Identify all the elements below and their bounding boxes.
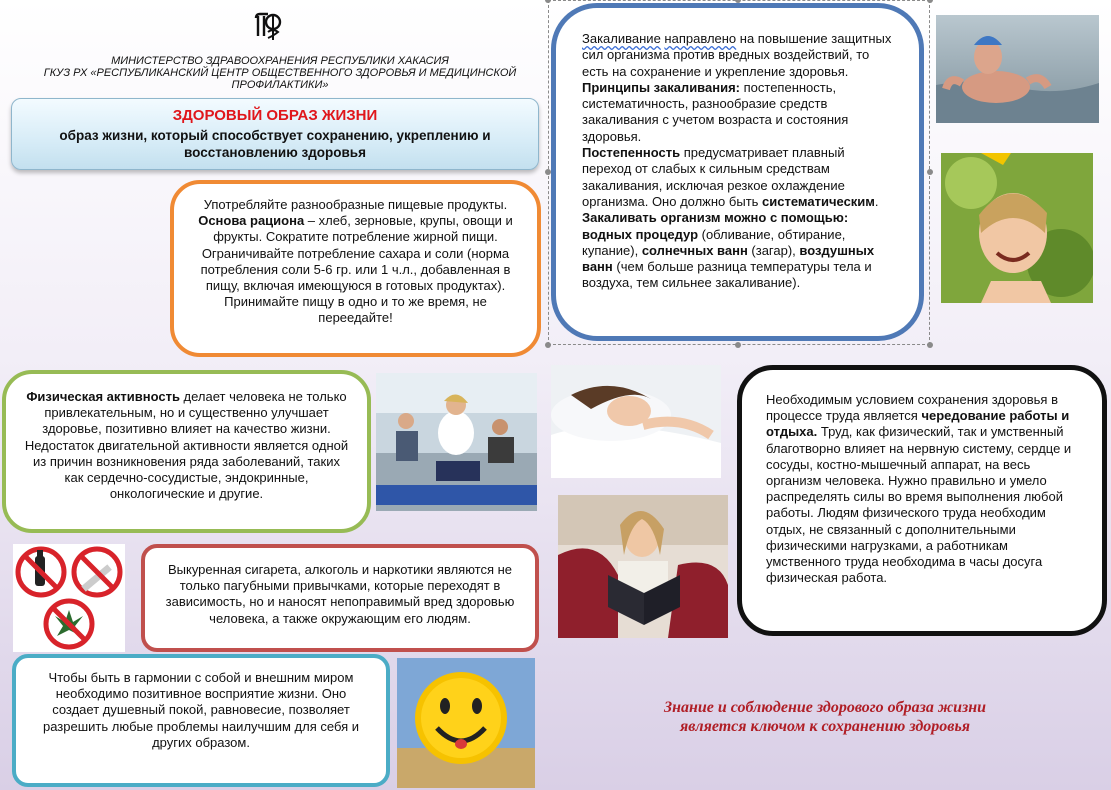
nutrition-text-1: Употребляйте разнообразные пищевые продукты. xyxy=(203,197,508,212)
page-subtitle: образ жизни, который способствует сохранению, укреплению и восстановлению здоровья xyxy=(59,128,491,160)
physical-text-1: делает человека не только привлекательным, но и существенно улучшает здоровье, позитивно влияет на качество жизни. Недостаток двигательной активности является одной из причин возникновения ряда заболеваний, таких как сердечно-сосудистые, эндокринные, онкологические и другие. xyxy=(24,389,349,502)
closing-line-2: является ключом к сохранению здоровья xyxy=(680,718,970,735)
resize-handle[interactable] xyxy=(735,342,741,348)
hardening-bold-6: солнечных ванн xyxy=(641,242,748,258)
hardening-bold-2: Принципы закаливания: xyxy=(582,79,740,95)
prohibition-signs xyxy=(13,544,125,652)
hardening-box[interactable] xyxy=(551,3,924,341)
child-dousing-photo xyxy=(941,153,1093,303)
medical-emblem-icon xyxy=(250,10,284,44)
no-drugs-icon xyxy=(46,601,92,647)
smiley-sun-photo xyxy=(397,658,535,788)
hardening-text-5: (обливание, обтирание, купание), xyxy=(582,226,846,258)
positive-attitude-text: Чтобы быть в гармонии с собой и внешним миром необходимо позитивное восприятие жизни. Оно создает душевный покой, равновесие, позволяет разрешить любые проблемы наилучшим для себя и других образом. xyxy=(42,670,360,750)
ministry-line-1: МИНИСТЕРСТВО ЗДРАВООХРАНЕНИЯ РЕСПУБЛИКИ ХАКАСИЯ xyxy=(111,55,449,67)
closing-line-1: Знание и соблюдение здорового образа жизни xyxy=(663,699,987,716)
ministry-header xyxy=(20,55,540,91)
nutrition-text-2: – хлеб, зерновые, крупы, овощи и фрукты. Сократите потребление жирной пищи. Ограничивайте потребление сахара и соли (норма потребления соли 5-6 гр. или 1 ч.л., добавленная в пищу, включая имеющуюся в готовых продуктах). Принимайте пищу в одно и то же время, не переедайте! xyxy=(200,213,513,326)
hardening-text-1: на повышение защитных сил организма против вредных воздействий, то есть на сохранение и укрепление здоровья. xyxy=(582,31,892,79)
hardening-text-4: . xyxy=(874,193,879,209)
hardening-text-2: постепенность, систематичность, разнообразие средств закаливания с учетом возраста и состояния здоровья. xyxy=(582,79,849,144)
sleeping-woman-photo xyxy=(551,365,721,478)
positive-attitude-box xyxy=(12,654,390,787)
reading-woman-photo xyxy=(558,495,728,638)
resize-handle[interactable] xyxy=(545,342,551,348)
page-title: ЗДОРОВЫЙ ОБРАЗ ЖИЗНИ xyxy=(172,107,378,124)
hardening-word-1: Закаливание xyxy=(582,31,661,46)
fitness-class-photo xyxy=(376,373,537,511)
physical-bold-1: Физическая активность xyxy=(26,389,180,404)
hardening-text-6: (загар), xyxy=(747,242,800,258)
nutrition-box xyxy=(170,180,541,357)
ministry-line-2: ГКУЗ РХ «РЕСПУБЛИКАНСКИЙ ЦЕНТР ОБЩЕСТВЕННОГО ЗДОРОВЬЯ И МЕДИЦИНСКОЙ ПРОФИЛАКТИКИ» xyxy=(43,67,517,91)
hardening-bold-4: систематическим xyxy=(762,193,875,209)
bad-habits-text: Выкуренная сигарета, алкоголь и наркотики являются не только пагубными привычками, которые переходят в зависимость, но и наносят непоправимый вред здоровью человека, а также окружающим его людям. xyxy=(165,562,515,626)
hardening-bold-7: воздушных ванн xyxy=(582,242,875,275)
hardening-text-7: (чем больше разница температуры тела и воздуха, тем сильнее закаливание). xyxy=(582,259,872,291)
title-banner xyxy=(11,98,539,170)
work-bold-1: чередование работы и отдыха. xyxy=(766,408,1070,440)
hardening-text-3: предусматривает плавный переход от слабых к сильным средствам закаливания, исключая резкое охлаждение организма. Оно должно быть xyxy=(582,145,845,209)
physical-activity-box xyxy=(2,370,371,533)
hardening-bold-5: Закаливать организм можно с помощью: водных процедур xyxy=(582,210,849,242)
winter-swimmer-photo xyxy=(936,15,1099,123)
hardening-bold-3: Постепенность xyxy=(582,145,681,161)
nutrition-bold-1: Основа рациона xyxy=(198,213,305,229)
work-rest-box xyxy=(737,365,1107,636)
no-alcohol-icon xyxy=(18,549,64,595)
work-text-2: Труд, как физический, так и умственный благотворно влияет на нервную систему, сердце и сосуды, костно-мышечный аппарат, на весь организм человека. Нужно правильно и умело распределять силы во время выполнения любой работы. Людям физического труда необходим отдых, не связанный с дополнительными физическими нагрузками, а работникам умственного труда необходима в часы досуга физическая работа. xyxy=(766,424,1072,586)
resize-handle[interactable] xyxy=(927,342,933,348)
resize-handle[interactable] xyxy=(545,0,551,3)
resize-handle[interactable] xyxy=(927,169,933,175)
hardening-word-2: направлено xyxy=(664,31,737,46)
no-smoking-icon xyxy=(74,549,120,595)
resize-handle[interactable] xyxy=(927,0,933,3)
work-text-1: Необходимым условием сохранения здоровья в процессе труда является xyxy=(766,392,1058,424)
closing-statement xyxy=(600,698,1050,736)
bad-habits-box xyxy=(141,544,539,652)
